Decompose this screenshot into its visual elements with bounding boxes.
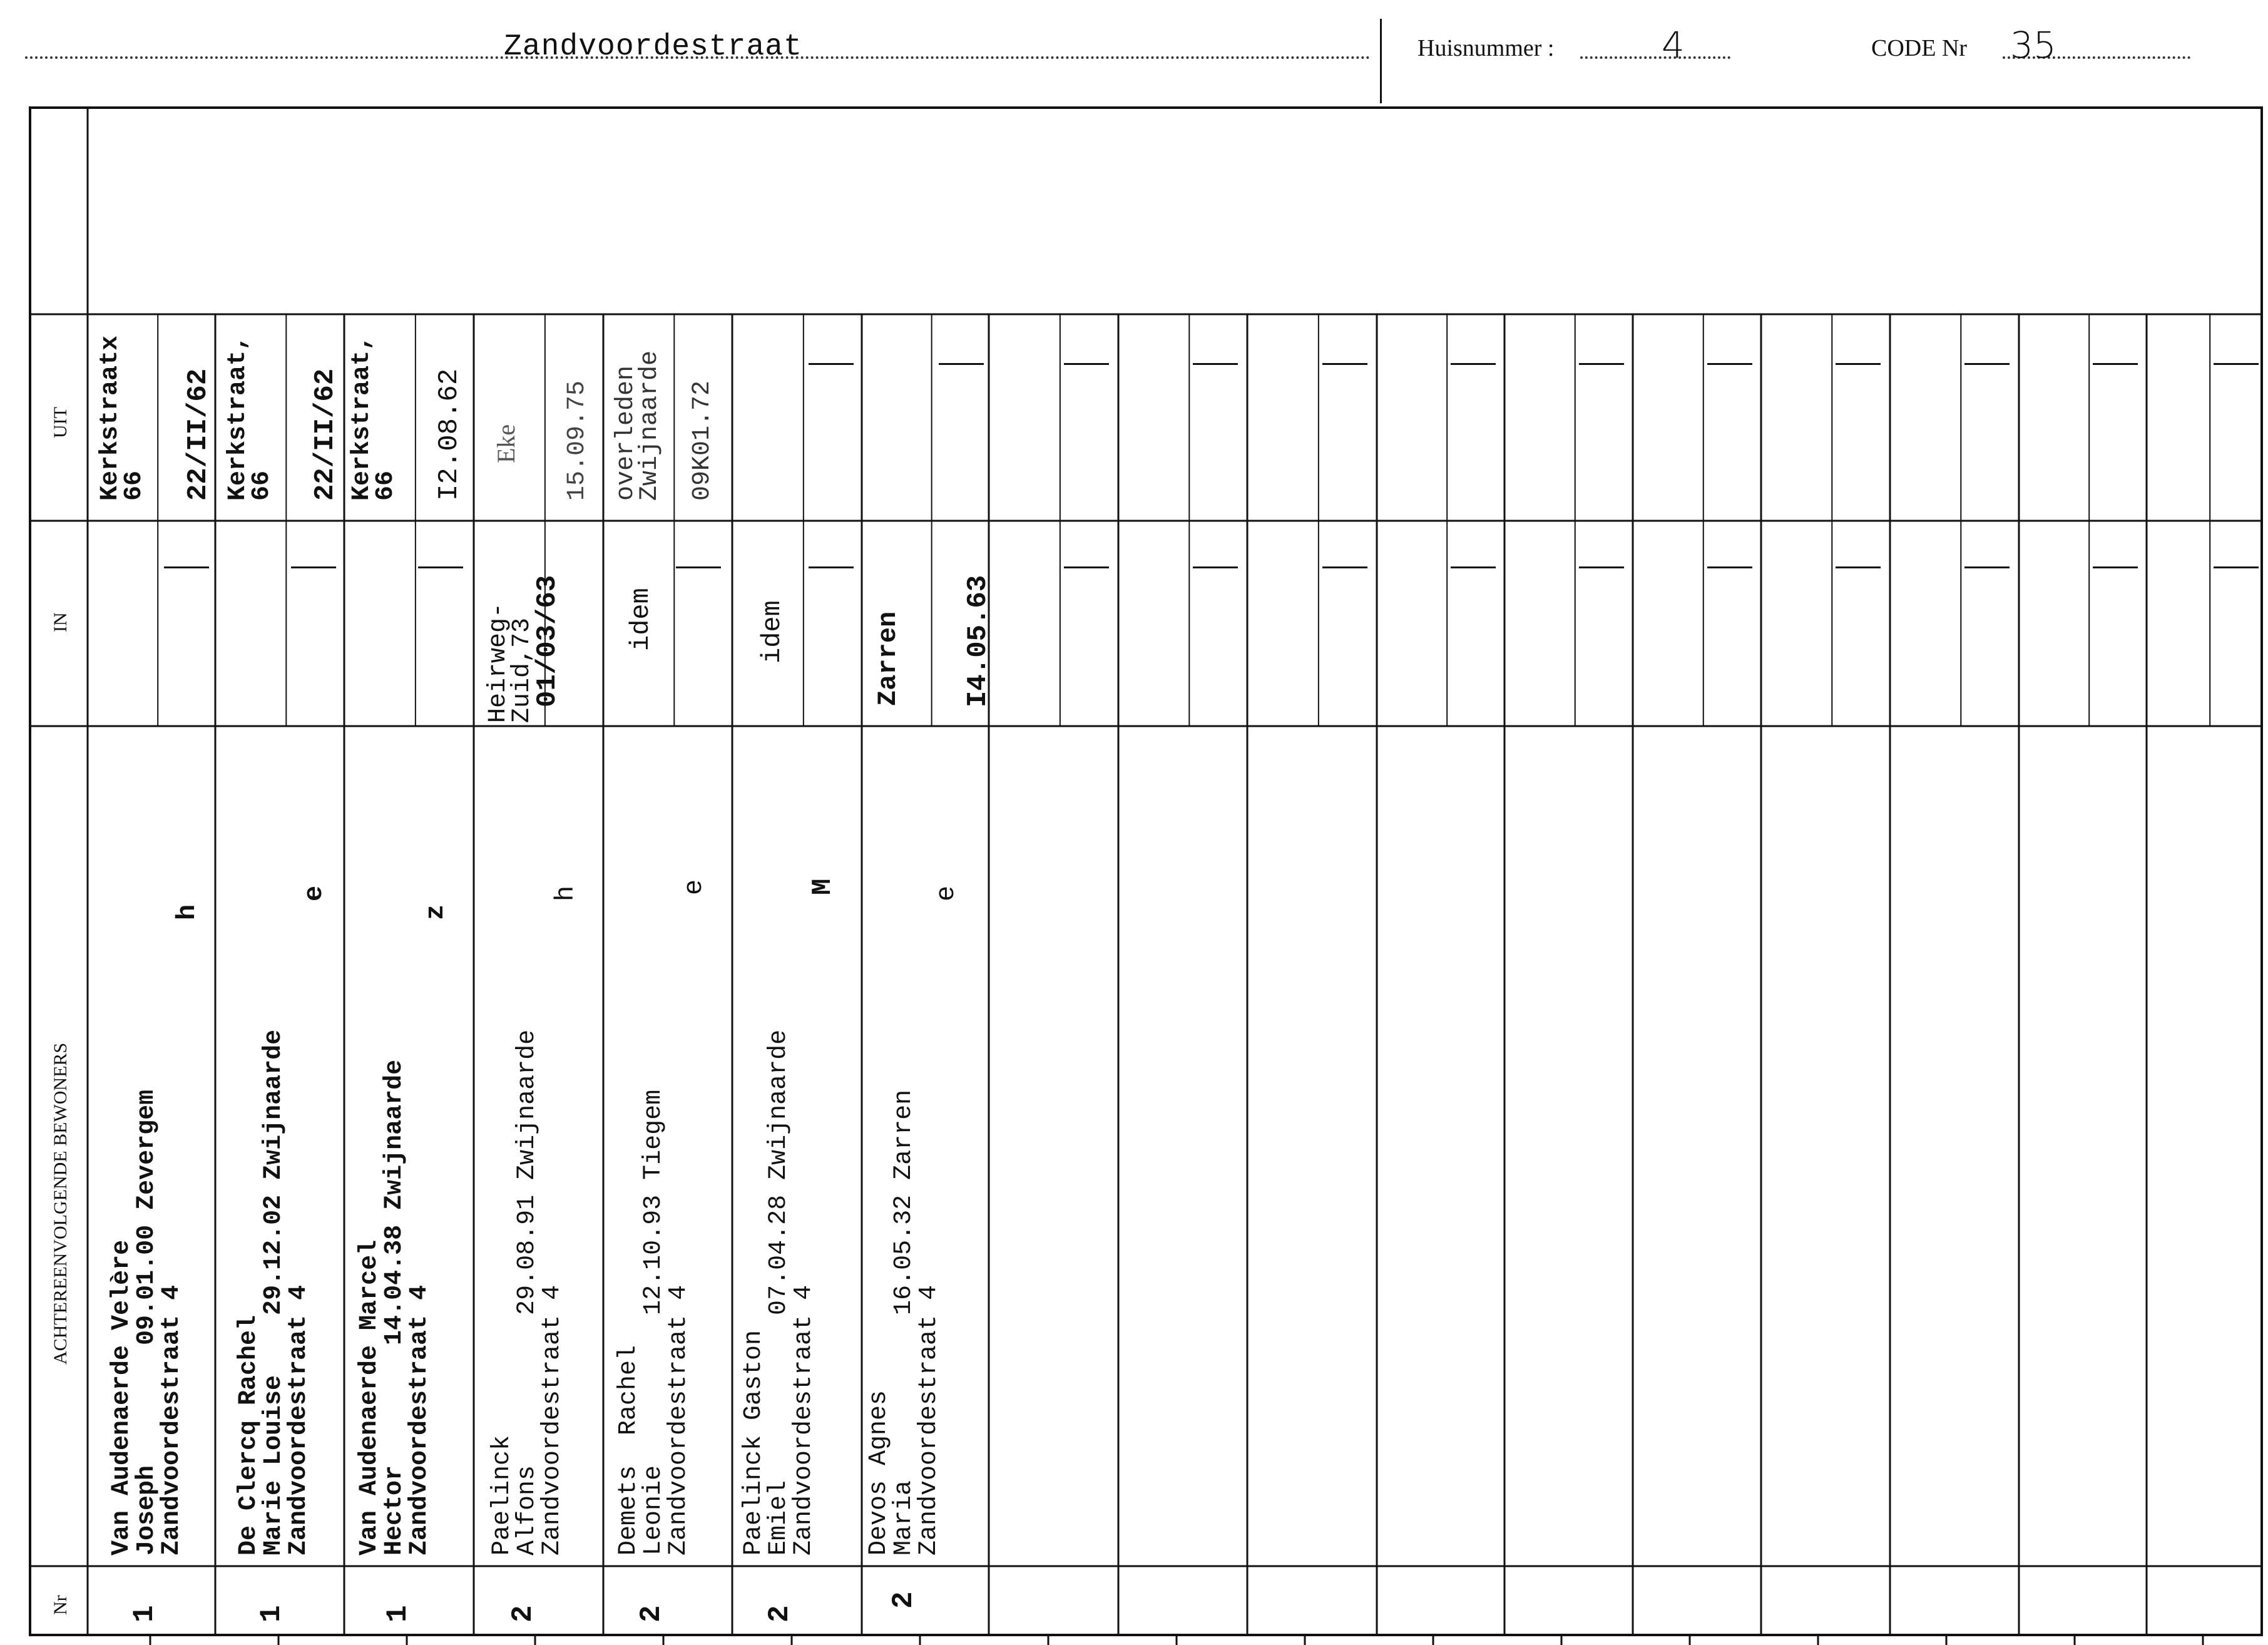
empty-mark xyxy=(2214,363,2259,365)
empty-mark xyxy=(1836,363,1881,365)
resident-name-line: Zandvoordestraat 4 xyxy=(285,1284,313,1555)
resident-sex: e xyxy=(679,879,709,895)
uit-date: I2.08.62 xyxy=(434,368,465,501)
resident-nr: 2 xyxy=(764,1605,796,1622)
resident-nr: 2 xyxy=(507,1605,539,1622)
in-empty-mark xyxy=(418,566,463,568)
resident-name-line: Zandvoordestraat 4 xyxy=(406,1284,434,1555)
resident-nr: 1 xyxy=(382,1605,414,1622)
resident-name-line: Demets Rachel xyxy=(615,1345,643,1555)
empty-mark xyxy=(1451,363,1496,365)
resident-name-line: Paelinck xyxy=(488,1435,516,1555)
code-value: 35 xyxy=(2010,24,2056,66)
nr-column-label: Nr xyxy=(50,1595,71,1615)
empty-mark xyxy=(1964,566,2010,568)
uit-date: 22/II/62 xyxy=(183,368,214,501)
empty-mark xyxy=(1193,363,1238,365)
resident-nr: 2 xyxy=(887,1591,920,1609)
empty-mark xyxy=(1322,363,1367,365)
empty-mark xyxy=(1964,363,2010,365)
empty-mark xyxy=(2093,566,2138,568)
in-column-label: IN xyxy=(50,612,71,632)
uit-empty-mark xyxy=(939,363,984,365)
resident-name-line: Alfons 29.08.91 Zwijnaarde xyxy=(513,1029,541,1555)
uit-place: Kerkstraat, 66 xyxy=(224,335,276,501)
empty-mark xyxy=(1579,566,1624,568)
in-place: Zarren xyxy=(873,611,903,706)
resident-name-line: Van Audenaerde Marcel xyxy=(355,1239,384,1555)
resident-name-line: Joseph 09.01.00 Zevergem xyxy=(133,1089,161,1555)
in-place: idem xyxy=(757,600,787,664)
resident-nr: 1 xyxy=(255,1605,288,1622)
resident-name-line: Leonie 12.10.93 Tiegem xyxy=(640,1089,668,1555)
resident-name-line: Zandvoordestraat 4 xyxy=(915,1284,943,1555)
resident-name-line: Devos Agnes xyxy=(865,1390,893,1555)
resident-nr: 1 xyxy=(128,1605,161,1622)
resident-sex: M xyxy=(807,878,839,895)
uit-place: Kerkstraatx 66 xyxy=(96,335,148,501)
empty-mark xyxy=(1707,363,1752,365)
empty-mark xyxy=(2093,363,2138,365)
in-place: Heirweg- Zuid,73 xyxy=(484,602,536,723)
uit-empty-mark xyxy=(809,363,854,365)
huisnummer-value: 4 xyxy=(1662,24,1685,66)
in-empty-mark xyxy=(291,566,336,568)
resident-name-line: Maria 16.05.32 Zarren xyxy=(890,1089,918,1555)
resident-sex: z xyxy=(421,904,451,920)
in-empty-mark xyxy=(809,566,854,568)
resident-name-line: Van Audenaerde Velère xyxy=(108,1239,136,1555)
empty-mark xyxy=(1193,566,1238,568)
in-empty-mark xyxy=(676,566,721,568)
in-date: I4.05.63 xyxy=(963,575,994,707)
resident-name-line: Emiel 07.04.28 Zwijnaarde xyxy=(765,1029,793,1555)
resident-name-line: Marie Louise 29.12.02 Zwijnaarde xyxy=(260,1029,288,1555)
resident-sex: e xyxy=(931,885,961,901)
empty-mark xyxy=(1579,363,1624,365)
resident-name-line: Paelinck Gaston xyxy=(740,1330,768,1555)
code-label: CODE Nr xyxy=(1871,35,1968,61)
uit-date: 09K01.72 xyxy=(688,380,717,501)
in-date: 01/03/63 xyxy=(532,575,563,707)
uit-date: 22/II/62 xyxy=(310,368,341,501)
resident-nr: 2 xyxy=(635,1605,668,1622)
resident-name-line: Hector 14.04.38 Zwijnaarde xyxy=(381,1059,409,1555)
empty-mark xyxy=(1064,566,1109,568)
residents-column-label: ACHTEREENVOLGENDE BEWONERS xyxy=(50,1042,71,1365)
empty-mark xyxy=(1451,566,1496,568)
uit-date: 15.09.75 xyxy=(563,380,591,501)
uit-place: Kerkstraat, 66 xyxy=(348,335,400,501)
resident-name-line: De Clercq Rachel xyxy=(235,1314,263,1555)
uit-place: Eke xyxy=(492,424,520,463)
empty-mark xyxy=(1707,566,1752,568)
resident-sex: h xyxy=(172,904,202,920)
resident-sex: h xyxy=(551,885,581,901)
resident-name-line: Zandvoordestraat 4 xyxy=(538,1284,566,1555)
resident-name-line: Zandvoordestraat 4 xyxy=(790,1284,818,1555)
uit-place: overleden Zwijnaarde xyxy=(612,350,664,501)
empty-mark xyxy=(1064,363,1109,365)
empty-mark xyxy=(1836,566,1881,568)
resident-name-line: Zandvoordestraat 4 xyxy=(665,1284,693,1555)
in-empty-mark xyxy=(164,566,209,568)
empty-mark xyxy=(2214,566,2259,568)
empty-mark xyxy=(1322,566,1367,568)
resident-sex: e xyxy=(299,885,329,901)
street-name: Zandvoordestraat xyxy=(504,30,802,64)
in-place: idem xyxy=(626,588,656,651)
resident-name-line: Zandvoordestraat 4 xyxy=(158,1284,186,1555)
huisnummer-label: Huisnummer : xyxy=(1418,35,1555,61)
uit-column-label: UIT xyxy=(50,407,71,438)
